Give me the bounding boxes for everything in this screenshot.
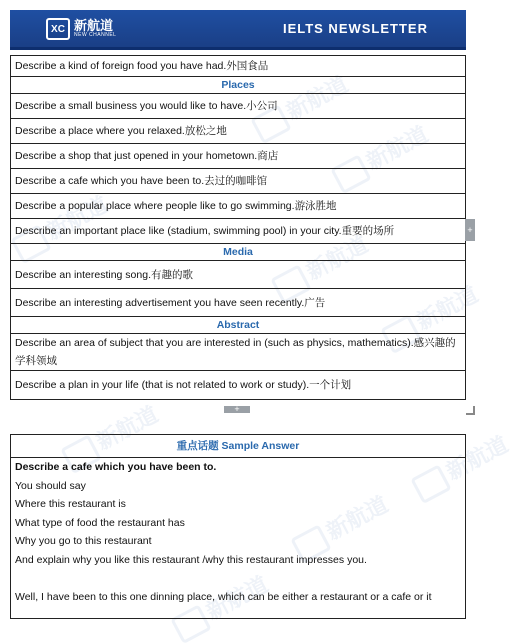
table-row (11, 94, 466, 119)
section-header-row (11, 435, 466, 458)
section-title: Media (11, 244, 466, 261)
sample-answer-table (10, 434, 466, 619)
watermark-logo: 新航道 (268, 228, 373, 304)
section-header-row (11, 244, 466, 261)
expand-handle-bottom[interactable]: + (224, 406, 250, 413)
watermark-logo: 新航道 (378, 278, 483, 354)
page-title: IELTS NEWSLETTER (282, 21, 428, 36)
topics-table (10, 55, 466, 400)
table-row (11, 219, 466, 244)
table-row (11, 169, 466, 194)
topic-cell: Describe an area of subject that you are interested in (such as physics, mathematics).感兴趣的学科领域 (11, 334, 466, 371)
topic-cell: Describe a popular place where people like to go swimming.游泳胜地 (11, 194, 466, 219)
answer-line: Well, I have been to this one dinning place, which can be either a restaurant or a cafe or it (15, 590, 432, 603)
sample-answer-cell (11, 458, 466, 619)
topic-cell: Describe a kind of foreign food you have had.外国食品 (11, 56, 466, 77)
table-row (11, 334, 466, 371)
watermark-logo: 新航道 (8, 188, 113, 264)
answer-line: Where this restaurant is (15, 498, 126, 510)
watermark-logo: 新航道 (328, 118, 433, 194)
topic-cell: Describe an interesting song.有趣的歌 (11, 261, 466, 289)
newsletter-header (10, 10, 466, 50)
answer-line: And explain why you like this restaurant /why this restaurant impresses you. (15, 553, 367, 566)
brand-logo (46, 18, 116, 40)
topic-cell: Describe a place where you relaxed.放松之地 (11, 119, 466, 144)
topic-cell: Describe a plan in your life (that is not related to work or study).一个计划 (11, 371, 466, 400)
answer-line: Describe a cafe which you have been to. (15, 461, 217, 473)
watermark-logo: 新航道 (168, 568, 273, 644)
table-row (11, 289, 466, 317)
topic-cell: Describe a small business you would like to have.小公司 (11, 94, 466, 119)
section-title: Abstract (11, 317, 466, 334)
topic-cell: Describe an important place like (stadium, swimming pool) in your city.重要的场所 (11, 219, 466, 244)
topic-cell: Describe a cafe which you have been to.去过的咖啡馆 (11, 169, 466, 194)
resize-handle[interactable] (466, 406, 475, 415)
table-row (11, 119, 466, 144)
section-header-row (11, 77, 466, 94)
logo-icon: XC (46, 18, 70, 40)
table-row (11, 371, 466, 400)
table-row (11, 194, 466, 219)
watermark-logo: 新航道 (288, 488, 393, 564)
answer-line (15, 569, 461, 588)
logo-subtitle: NEW CHANNEL (74, 32, 117, 38)
table-row (11, 56, 466, 77)
expand-handle-right[interactable]: + (465, 219, 475, 241)
answer-line: You should say (15, 479, 86, 492)
section-title: Places (11, 77, 466, 94)
table-row (11, 261, 466, 289)
logo-name: 新航道 (74, 18, 114, 33)
sample-answer-heading: 重点话题 Sample Answer (11, 435, 466, 458)
topic-cell: Describe a shop that just opened in your hometown.商店 (11, 144, 466, 169)
watermark-logo: 新航道 (248, 68, 353, 144)
table-row (11, 144, 466, 169)
watermark-logo: 新航道 (58, 398, 163, 474)
answer-line: Why you go to this restaurant (15, 535, 152, 547)
topic-cell: Describe an interesting advertisement you have seen recently.广告 (11, 289, 466, 317)
sample-answer-body (11, 458, 466, 619)
watermark-logo: 新航道 (408, 428, 513, 504)
answer-line: What type of food the restaurant has (15, 516, 185, 529)
section-header-row (11, 317, 466, 334)
